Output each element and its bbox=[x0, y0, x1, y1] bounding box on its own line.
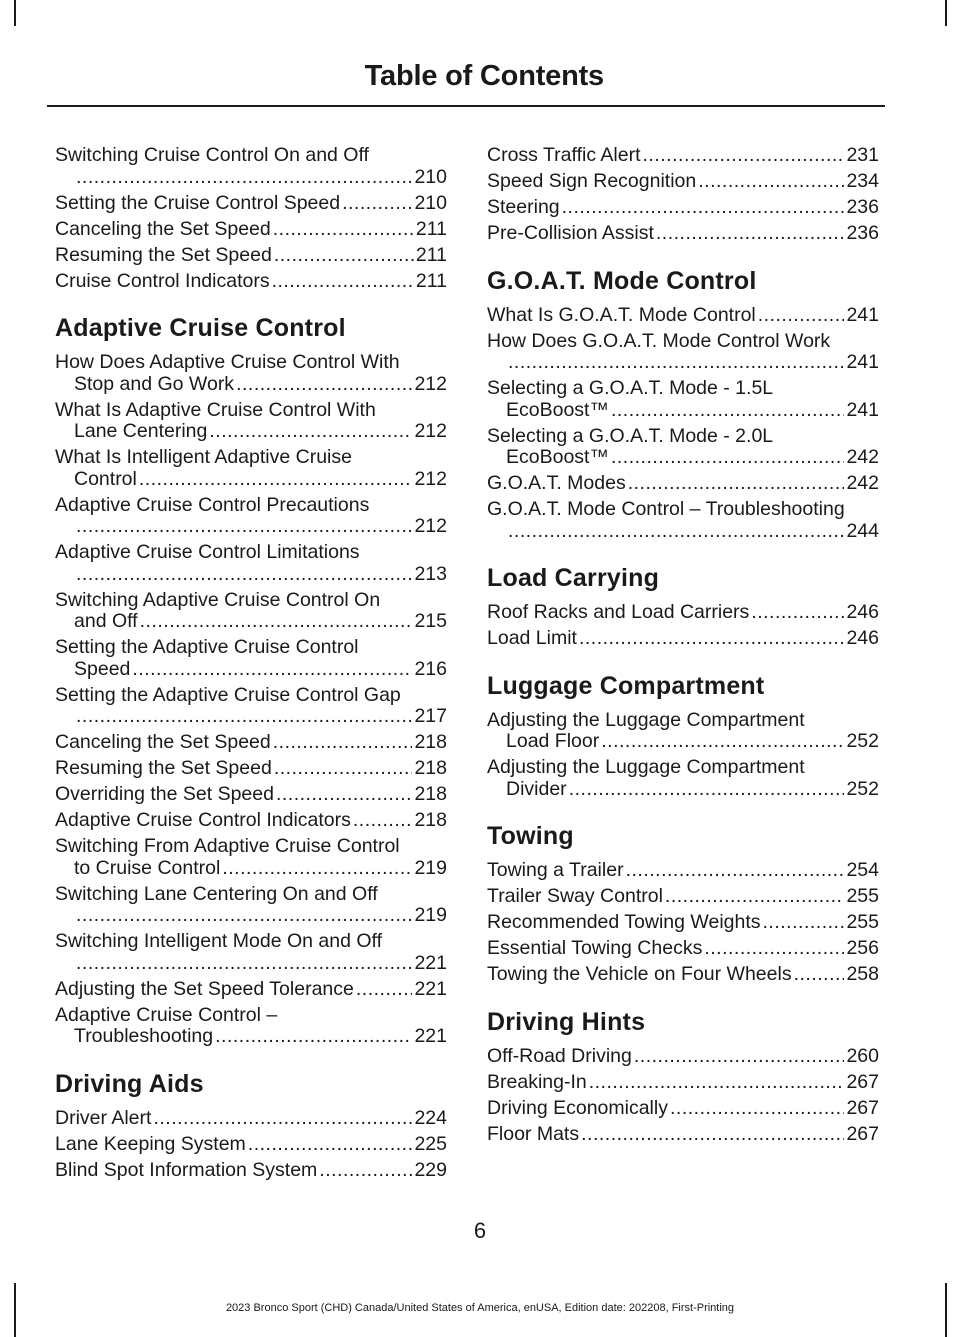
toc-entry-title: Resuming the Set Speed bbox=[55, 243, 272, 266]
toc-entry-title: Pre-Collision Assist bbox=[487, 222, 654, 244]
toc-entry[interactable] bbox=[55, 193, 447, 215]
toc-entry-title: G.O.A.T. Mode Control – Troubleshooting bbox=[487, 498, 845, 520]
toc-entry[interactable] bbox=[55, 685, 447, 728]
dot-leader bbox=[628, 473, 845, 495]
toc-entry-leader-line bbox=[55, 1134, 447, 1156]
toc-entry-leader-line bbox=[487, 171, 879, 193]
toc-entry-title: How Does G.O.A.T. Mode Control Work bbox=[487, 329, 831, 352]
toc-entry-title: Driving Economically bbox=[487, 1096, 668, 1119]
toc-entry[interactable] bbox=[487, 860, 879, 882]
toc-entry[interactable] bbox=[55, 271, 447, 293]
toc-entry[interactable] bbox=[487, 197, 879, 219]
toc-entry[interactable] bbox=[55, 732, 447, 754]
dot-leader bbox=[248, 1134, 413, 1156]
toc-entry[interactable] bbox=[487, 912, 879, 934]
toc-entry[interactable] bbox=[55, 1108, 447, 1130]
section-heading: Driving Aids bbox=[55, 1069, 204, 1098]
toc-entry[interactable] bbox=[55, 884, 447, 927]
dot-leader bbox=[581, 1124, 844, 1146]
toc-entry-leader-line bbox=[487, 886, 879, 908]
toc-entry-leader-line bbox=[487, 521, 879, 543]
dot-leader bbox=[698, 171, 844, 193]
toc-entry-title: Towing a Trailer bbox=[487, 859, 624, 881]
dot-leader bbox=[76, 167, 412, 189]
toc-entry-leader-line bbox=[487, 628, 879, 650]
toc-entry[interactable] bbox=[55, 447, 447, 490]
toc-entry-page: 218 bbox=[414, 757, 447, 779]
dot-leader bbox=[76, 516, 412, 538]
toc-entry-page: 221 bbox=[414, 951, 447, 974]
toc-entry-leader-line bbox=[55, 905, 447, 927]
toc-entry[interactable] bbox=[55, 352, 447, 395]
dot-leader bbox=[589, 1072, 845, 1094]
dot-leader bbox=[132, 659, 412, 681]
toc-entry[interactable] bbox=[55, 1005, 447, 1048]
toc-entry-leader-line bbox=[55, 564, 447, 586]
toc-entry-leader-line bbox=[55, 810, 447, 832]
dot-leader bbox=[656, 223, 845, 245]
dot-leader bbox=[626, 860, 845, 882]
toc-entry[interactable] bbox=[55, 758, 447, 780]
toc-entry[interactable] bbox=[487, 171, 879, 193]
toc-entry-title: What Is G.O.A.T. Mode Control bbox=[487, 303, 756, 326]
toc-entry-page: 215 bbox=[414, 610, 447, 632]
toc-entry[interactable] bbox=[487, 378, 879, 421]
toc-entry-page: 255 bbox=[846, 911, 879, 933]
toc-entry-page: 221 bbox=[414, 1025, 447, 1047]
toc-entry-title: Troubleshooting bbox=[74, 1025, 214, 1047]
toc-entry-title: Speed Sign Recognition bbox=[487, 170, 697, 192]
toc-entry-title: Roof Racks and Load Carriers bbox=[487, 601, 750, 623]
page-title: Table of Contents bbox=[364, 60, 604, 92]
toc-entry[interactable] bbox=[55, 784, 447, 806]
toc-left-column bbox=[55, 145, 447, 1186]
toc-entry-title: Adaptive Cruise Control – bbox=[55, 1003, 278, 1026]
toc-entry-title: Control bbox=[74, 467, 137, 490]
dot-leader bbox=[794, 964, 845, 986]
toc-entry[interactable] bbox=[487, 426, 879, 469]
section-heading: Luggage Compartment bbox=[487, 671, 765, 700]
toc-entry-leader-line bbox=[487, 473, 879, 495]
toc-entry-leader-line bbox=[487, 447, 879, 469]
toc-entry-page: 267 bbox=[846, 1096, 879, 1119]
toc-entry-page: 218 bbox=[414, 731, 447, 753]
toc-entry-page: 218 bbox=[414, 809, 447, 831]
dot-leader bbox=[76, 953, 412, 975]
toc-entry-title: Switching Adaptive Cruise Control On bbox=[55, 588, 381, 611]
crop-mark-top-right bbox=[945, 0, 947, 26]
toc-entry[interactable] bbox=[487, 964, 879, 986]
dot-leader bbox=[236, 374, 412, 396]
page-number: 6 bbox=[473, 1218, 487, 1243]
toc-entry-title: Steering bbox=[487, 196, 560, 218]
toc-entry-title: Driver Alert bbox=[55, 1106, 152, 1129]
section-heading: Driving Hints bbox=[487, 1007, 646, 1036]
toc-entry[interactable] bbox=[55, 1134, 447, 1156]
toc-entry-page: 211 bbox=[415, 243, 447, 266]
dot-leader bbox=[319, 1160, 412, 1182]
toc-entry-title: Resuming the Set Speed bbox=[55, 757, 272, 779]
toc-entry-title: Cross Traffic Alert bbox=[487, 144, 641, 166]
toc-entry-title: to Cruise Control bbox=[74, 856, 221, 879]
toc-entry-page: 225 bbox=[414, 1132, 447, 1155]
toc-entry[interactable] bbox=[55, 1160, 447, 1182]
dot-leader bbox=[356, 979, 413, 1001]
toc-entry-page: 267 bbox=[846, 1070, 879, 1093]
toc-entry-leader-line bbox=[55, 706, 447, 728]
toc-entry-title: Canceling the Set Speed bbox=[55, 217, 271, 240]
toc-entry-title: Floor Mats bbox=[487, 1122, 580, 1145]
section-heading: Adaptive Cruise Control bbox=[55, 314, 346, 342]
toc-entry[interactable] bbox=[487, 473, 879, 495]
toc-entry-page: 218 bbox=[414, 783, 447, 805]
toc-entry-title: Lane Centering bbox=[74, 420, 208, 442]
toc-entry[interactable] bbox=[55, 590, 447, 633]
toc-entry[interactable] bbox=[487, 1098, 879, 1120]
toc-entry-page: 255 bbox=[846, 885, 879, 907]
toc-entry[interactable] bbox=[487, 628, 879, 650]
toc-entry-title: Setting the Adaptive Cruise Control bbox=[55, 636, 359, 658]
toc-entry-title: Switching Lane Centering On and Off bbox=[55, 882, 378, 905]
toc-entry-leader-line bbox=[55, 374, 447, 396]
dot-leader bbox=[76, 706, 412, 728]
header-divider bbox=[47, 105, 885, 107]
toc-entry-page: 242 bbox=[846, 446, 879, 468]
toc-entry-title: Lane Keeping System bbox=[55, 1132, 246, 1155]
toc-entry-leader-line bbox=[487, 964, 879, 986]
toc-entry-title: Trailer Sway Control bbox=[487, 885, 663, 907]
toc-entry[interactable] bbox=[55, 219, 447, 241]
dot-leader bbox=[508, 352, 844, 374]
toc-entry-title: Load Limit bbox=[487, 627, 577, 649]
toc-entry-title: Setting the Adaptive Cruise Control Gap bbox=[55, 683, 401, 706]
toc-entry[interactable] bbox=[55, 810, 447, 832]
toc-entry-title: and Off bbox=[74, 610, 138, 632]
dot-leader bbox=[601, 731, 844, 753]
toc-entry-title: Adaptive Cruise Control Limitations bbox=[55, 541, 360, 563]
dot-leader bbox=[215, 1026, 412, 1048]
toc-entry[interactable] bbox=[487, 710, 879, 753]
toc-entry-leader-line bbox=[55, 271, 447, 293]
dot-leader bbox=[153, 1108, 412, 1130]
toc-entry-page: 210 bbox=[414, 165, 447, 188]
dot-leader bbox=[222, 858, 412, 880]
toc-entry[interactable] bbox=[55, 495, 447, 538]
toc-entry-title: Towing the Vehicle on Four Wheels bbox=[487, 963, 792, 985]
toc-entry-leader-line bbox=[487, 197, 879, 219]
toc-entry-title: Overriding the Set Speed bbox=[55, 783, 274, 805]
toc-entry[interactable] bbox=[55, 637, 447, 680]
dot-leader bbox=[274, 245, 414, 267]
dot-leader bbox=[758, 305, 845, 327]
dot-leader bbox=[276, 784, 412, 806]
toc-entry-title: Switching Intelligent Mode On and Off bbox=[55, 930, 382, 952]
toc-entry-leader-line bbox=[55, 659, 447, 681]
toc-entry-title: Switching From Adaptive Cruise Control bbox=[55, 835, 400, 857]
toc-entry-page: 267 bbox=[846, 1122, 879, 1145]
toc-entry-page: 236 bbox=[846, 196, 879, 218]
toc-entry-leader-line bbox=[55, 193, 447, 215]
toc-entry-page: 252 bbox=[846, 730, 879, 752]
toc-entry-title: Selecting a G.O.A.T. Mode - 2.0L bbox=[487, 424, 774, 447]
dot-leader bbox=[209, 421, 412, 443]
toc-entry[interactable] bbox=[55, 931, 447, 974]
toc-entry-title: Adjusting the Luggage Compartment bbox=[487, 756, 805, 778]
toc-entry-title: What Is Adaptive Cruise Control With bbox=[55, 398, 376, 421]
toc-entry-page: 256 bbox=[846, 937, 879, 959]
toc-entry-title: Switching Cruise Control On and Off bbox=[55, 144, 369, 166]
toc-entry-page: 211 bbox=[415, 217, 447, 240]
toc-entry-leader-line bbox=[55, 611, 447, 633]
toc-entry[interactable] bbox=[487, 223, 879, 245]
toc-entry-page: 212 bbox=[414, 372, 447, 395]
toc-entry[interactable] bbox=[487, 145, 879, 167]
dot-leader bbox=[634, 1046, 845, 1068]
toc-entry-leader-line bbox=[55, 1026, 447, 1048]
toc-entry-page: 252 bbox=[846, 777, 879, 800]
toc-entry[interactable] bbox=[487, 886, 879, 908]
dot-leader bbox=[579, 628, 844, 650]
toc-entry-page: 212 bbox=[414, 515, 447, 537]
toc-entry-page: 213 bbox=[414, 562, 447, 585]
toc-entry-leader-line bbox=[487, 731, 879, 753]
toc-entry-title: Stop and Go Work bbox=[74, 372, 235, 395]
dot-leader bbox=[342, 193, 412, 215]
toc-entry-leader-line bbox=[55, 758, 447, 780]
dot-leader bbox=[611, 400, 844, 422]
toc-entry-page: 236 bbox=[846, 222, 879, 244]
dot-leader bbox=[562, 197, 845, 219]
toc-entry-leader-line bbox=[487, 779, 879, 801]
toc-entry-page: 219 bbox=[414, 856, 447, 879]
dot-leader bbox=[140, 611, 413, 633]
toc-entry-leader-line bbox=[487, 1124, 879, 1146]
toc-right-column bbox=[487, 145, 879, 1150]
toc-entry-title: EcoBoost™ bbox=[506, 398, 609, 421]
dot-leader bbox=[508, 521, 844, 543]
toc-entry-leader-line bbox=[55, 1160, 447, 1182]
toc-entry-leader-line bbox=[55, 858, 447, 880]
toc-entry-leader-line bbox=[487, 223, 879, 245]
toc-entry-leader-line bbox=[55, 1108, 447, 1130]
toc-entry-leader-line bbox=[55, 469, 447, 491]
toc-entry-leader-line bbox=[487, 305, 879, 327]
toc-entry-page: 244 bbox=[846, 519, 879, 542]
toc-entry-title: What Is Intelligent Adaptive Cruise bbox=[55, 446, 352, 468]
toc-entry-title: G.O.A.T. Modes bbox=[487, 472, 626, 494]
toc-entry-page: 254 bbox=[846, 859, 879, 881]
toc-entry-page: 211 bbox=[415, 269, 447, 292]
toc-entry-leader-line bbox=[487, 145, 879, 167]
dot-leader bbox=[139, 469, 413, 491]
toc-entry[interactable] bbox=[487, 305, 879, 327]
section-heading: Towing bbox=[487, 822, 574, 850]
toc-entry-leader-line bbox=[55, 245, 447, 267]
toc-entry-page: 258 bbox=[846, 963, 879, 985]
section-heading: Load Carrying bbox=[487, 564, 660, 592]
toc-entry-title: Speed bbox=[74, 657, 131, 680]
toc-entry[interactable] bbox=[487, 1124, 879, 1146]
toc-entry-page: 210 bbox=[414, 191, 447, 214]
footer-text: 2023 Bronco Sport (CHD) Canada/United States of America, enUSA, Edition date: 202208, First-Printing bbox=[225, 1302, 735, 1314]
toc-entry-title: Breaking-In bbox=[487, 1070, 587, 1093]
toc-entry[interactable] bbox=[55, 979, 447, 1001]
toc-entry-leader-line bbox=[487, 1072, 879, 1094]
toc-entry-page: 212 bbox=[414, 420, 447, 442]
toc-entry[interactable] bbox=[55, 836, 447, 879]
dot-leader bbox=[704, 938, 844, 960]
toc-entry-title: Adjusting the Luggage Compartment bbox=[487, 708, 805, 731]
toc-entry-title: Off-Road Driving bbox=[487, 1044, 632, 1067]
toc-entry-title: Canceling the Set Speed bbox=[55, 731, 271, 753]
toc-entry-leader-line bbox=[55, 516, 447, 538]
dot-leader bbox=[76, 564, 412, 586]
toc-entry-page: 241 bbox=[846, 351, 879, 373]
toc-entry-title: Adaptive Cruise Control Precautions bbox=[55, 493, 370, 516]
toc-entry-page: 242 bbox=[846, 472, 879, 494]
toc-entry-leader-line bbox=[55, 167, 447, 189]
toc-entry-leader-line bbox=[487, 1098, 879, 1120]
toc-entry-leader-line bbox=[55, 784, 447, 806]
toc-entry-page: 234 bbox=[846, 170, 879, 192]
toc-entry-leader-line bbox=[55, 732, 447, 754]
toc-entry-title: Setting the Cruise Control Speed bbox=[55, 191, 341, 214]
dot-leader bbox=[751, 602, 844, 624]
crop-mark-top-left bbox=[14, 0, 16, 26]
dot-leader bbox=[76, 905, 412, 927]
dot-leader bbox=[273, 219, 414, 241]
toc-entry-title: Divider bbox=[506, 777, 567, 800]
toc-entry-leader-line bbox=[487, 400, 879, 422]
toc-entry-page: 246 bbox=[846, 627, 879, 649]
toc-entry-page: 229 bbox=[414, 1158, 447, 1181]
dot-leader bbox=[670, 1098, 844, 1120]
toc-entry-leader-line bbox=[55, 953, 447, 975]
toc-entry-page: 219 bbox=[414, 904, 447, 926]
dot-leader bbox=[763, 912, 845, 934]
toc-entry-leader-line bbox=[55, 219, 447, 241]
dot-leader bbox=[273, 732, 413, 754]
toc-entry-page: 241 bbox=[846, 303, 879, 326]
toc-entry-page: 217 bbox=[414, 705, 447, 727]
dot-leader bbox=[353, 810, 413, 832]
dot-leader bbox=[611, 447, 844, 469]
toc-entry[interactable] bbox=[487, 1046, 879, 1068]
toc-entry-page: 246 bbox=[846, 601, 879, 623]
toc-entry-leader-line bbox=[487, 352, 879, 374]
toc-entry-page: 212 bbox=[414, 467, 447, 490]
dot-leader bbox=[665, 886, 845, 908]
section-heading: G.O.A.T. Mode Control bbox=[487, 266, 757, 295]
toc-entry-title: Adaptive Cruise Control Indicators bbox=[55, 809, 351, 831]
toc-entry[interactable] bbox=[55, 542, 447, 585]
dot-leader bbox=[274, 758, 413, 780]
toc-entry-page: 241 bbox=[846, 398, 879, 421]
toc-entry-leader-line bbox=[487, 860, 879, 882]
dot-leader bbox=[643, 145, 845, 167]
toc-entry-page: 216 bbox=[414, 657, 447, 680]
toc-entry[interactable] bbox=[487, 331, 879, 374]
toc-entry-leader-line bbox=[487, 602, 879, 624]
toc-entry-leader-line bbox=[487, 912, 879, 934]
toc-entry-title: Blind Spot Information System bbox=[55, 1158, 318, 1181]
toc-entry-page: 224 bbox=[414, 1106, 447, 1129]
toc-entry-title: Cruise Control Indicators bbox=[55, 269, 270, 292]
toc-entry[interactable] bbox=[55, 245, 447, 267]
toc-entry-page: 231 bbox=[846, 144, 879, 166]
dot-leader bbox=[569, 779, 845, 801]
toc-entry-title: Load Floor bbox=[506, 730, 600, 752]
toc-entry-leader-line bbox=[55, 979, 447, 1001]
toc-entry-leader-line bbox=[487, 938, 879, 960]
toc-entry[interactable] bbox=[487, 757, 879, 800]
toc-entry[interactable] bbox=[55, 400, 447, 443]
toc-entry[interactable] bbox=[487, 938, 879, 960]
toc-entry[interactable] bbox=[487, 1072, 879, 1094]
toc-entry[interactable] bbox=[487, 602, 879, 624]
toc-entry-page: 221 bbox=[414, 977, 447, 1000]
dot-leader bbox=[272, 271, 414, 293]
toc-entry[interactable] bbox=[55, 145, 447, 188]
toc-entry[interactable] bbox=[487, 499, 879, 542]
toc-entry-title: Selecting a G.O.A.T. Mode - 1.5L bbox=[487, 377, 774, 399]
toc-entry-leader-line bbox=[487, 1046, 879, 1068]
toc-entry-title: Essential Towing Checks bbox=[487, 937, 703, 959]
toc-entry-page: 260 bbox=[846, 1044, 879, 1067]
toc-entry-title: Adjusting the Set Speed Tolerance bbox=[55, 977, 354, 1000]
toc-entry-leader-line bbox=[55, 421, 447, 443]
toc-entry-title: Recommended Towing Weights bbox=[487, 911, 761, 933]
toc-entry-title: EcoBoost™ bbox=[506, 446, 609, 468]
toc-entry-title: How Does Adaptive Cruise Control With bbox=[55, 351, 400, 373]
